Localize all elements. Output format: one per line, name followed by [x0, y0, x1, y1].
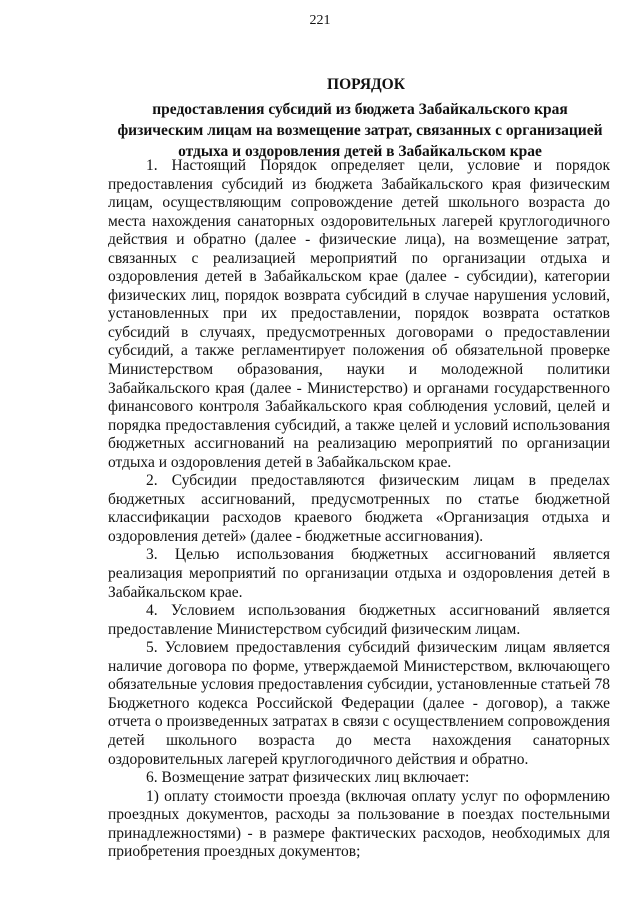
paragraph-4: 4. Условием использования бюджетных ассигнований является предоставление Министерством субсидий физическим лицам.: [108, 602, 610, 638]
document-title: [112, 74, 608, 162]
paragraph-3: 3. Целью использования бюджетных ассигнований является реализация мероприятий по организации отдыха и оздоровления детей в Забайкальском крае.: [108, 546, 610, 601]
paragraph-5: 5. Условием предоставления субсидий физическим лицам является наличие договора по форме, утверждаемой Министерством, включающего обязательные условия предоставления субсидии, установленные статьей 78 Бюджетного кодекса Российской Федерации (далее - договор), а также отчета о произведенных затратах в связи с осуществлением сопровождения детей школьного возраста до места нахождения санаторных оздоровительных лагерей круглогодичного действия и обратно.: [108, 639, 610, 768]
paragraph-2: 2. Субсидии предоставляются физическим лицам в пределах бюджетных ассигнований, предусмотренных по статье бюджетной классификации расходов краевого бюджета «Организация отдыха и оздоровления детей» (далее - бюджетные ассигнования).: [108, 472, 610, 545]
title-heading: ПОРЯДОК: [327, 76, 405, 93]
page-number: 221: [309, 13, 331, 28]
paragraph-1: 1. Настоящий Порядок определяет цели, условие и порядок предоставления субсидий из бюджета Забайкальского края физическим лицам, осуществляющим сопровождение детей школьного возраста до места нахождения санаторных оздоровительных лагерей круглогодичного действия и обратно (далее - физические лица), на возмещение затрат, связанных с реализацией мероприятий по организации отдыха и оздоровления детей в Забайкальском крае (далее - субсидии), категории физических лиц, порядок возврата субсидий в случае нарушения условий, установленных при их предоставлении, порядок возврата остатков субсидий в случаях, предусмотренных договорами о предоставлении субсидий, а также регламентирует положения об обязательной проверке Министерством образования, науки и молодежной политики Забайкальского края (далее - Министерство) и органами государственного финансового контроля Забайкальского края соблюдения условий, целей и порядка предоставления субсидий, а также целей и условий использования бюджетных ассигнований на реализацию мероприятий по организации отдыха и оздоровления детей в Забайкальском крае.: [108, 157, 610, 471]
document-body: [108, 157, 610, 862]
paragraph-6: 6. Возмещение затрат физических лиц включает:: [146, 769, 470, 787]
title-subheading: предоставления субсидий из бюджета Забайкальского края физическим лицам на возмещение затрат, связанных с организацией отдыха и оздоровления детей в Забайкальском крае: [117, 101, 603, 160]
paragraph-6-item-1: 1) оплату стоимости проезда (включая оплату услуг по оформлению проездных документов, расходы за пользование в поездах постельными принадлежностями) - в размере фактических расходов, необходимых для приобретения проездных документов;: [108, 787, 610, 861]
